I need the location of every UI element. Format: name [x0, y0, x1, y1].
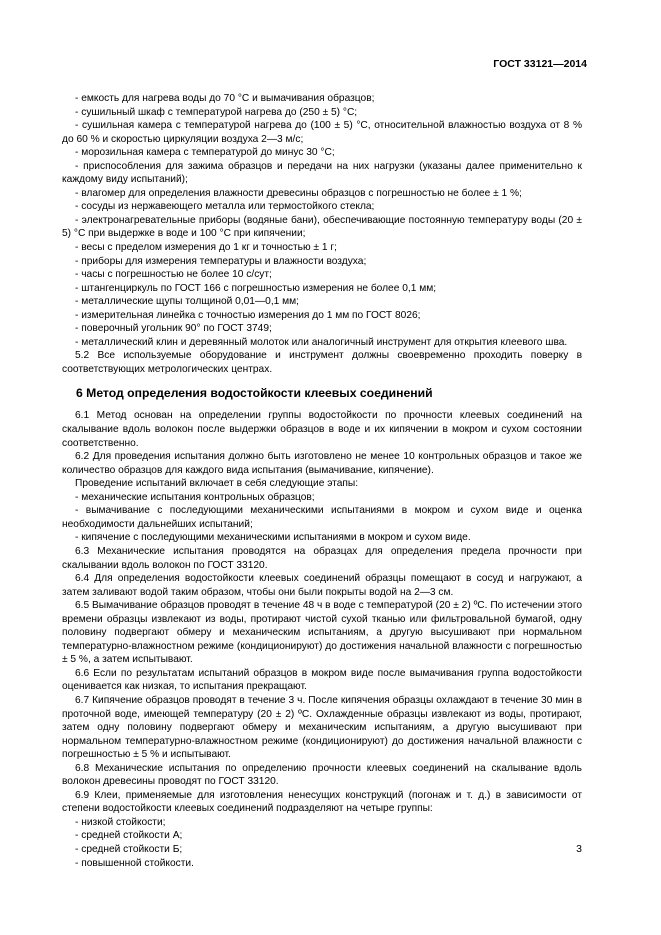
list-item: - механические испытания контрольных образцов;: [75, 491, 315, 503]
paragraph-6-8: 6.8 Механические испытания по определению прочности клеевых соединений на скалывание вдоль волокон древесины проводят по ГОСТ 33120.: [62, 762, 582, 788]
paragraph-5-2: 5.2 Все используемые оборудование и инструмент должны своевременно проходить поверку в соответствующих метрологических центрах.: [62, 350, 582, 375]
list-item: - влагомер для определения влажности древесины образцов с погрешностью не более ± 1 %;: [75, 187, 522, 199]
list-item: - часы с погрешностью не более 10 с/сут;: [75, 269, 272, 281]
list-item: - повышенной стойкости.: [75, 857, 194, 869]
paragraph-6-3: 6.3 Механические испытания проводятся на образцах для определения предела прочности при скалывании вдоль волокон по ГОСТ 33120.: [62, 545, 582, 571]
document-code-header: ГОСТ 33121—2014: [493, 58, 587, 70]
paragraph-6-2: 6.2 Для проведения испытания должно быть изготовлено не менее 10 контрольных образцов и такое же количество образцов для каждого вида испытания (вымачивание, кипячение).: [62, 451, 582, 476]
paragraph-6-9: 6.9 Клеи, применяемые для изготовления ненесущих конструкций (погонаж и т. д.) в зависимости от степени водостойкости клеевых соединений подразделяют на четыре группы:: [62, 789, 582, 815]
list-item: - емкость для нагрева воды до 70 °С и вымачивания образцов;: [75, 93, 375, 104]
paragraph-6-1: 6.1 Метод основан на определении группы водостойкости по прочности клеевых соединений на скалывание вдоль волокон после выдержки образцов в воде и их кипячении в мокром и сухом состоянии соответственно.: [62, 410, 582, 449]
page-number: 3: [576, 843, 582, 855]
list-item: - вымачивание с последующими механическими испытаниями в мокром и сухом виде и оценка необходимости дальнейших испытаний;: [62, 505, 582, 530]
list-item: - низкой стойкости;: [75, 816, 166, 828]
paragraph-6-6: 6.6 Если по результатам испытаний образцов в мокром виде после вымачивания группа водостойкости оценивается как низкая, то испытания прекращают.: [62, 667, 582, 693]
list-item: - кипячение с последующими механическими испытаниями в мокром и сухом виде.: [75, 532, 471, 544]
section-6-heading: 6 Метод определения водостойкости клеевых соединений: [76, 386, 433, 401]
list-item: - приспособления для зажима образцов и передачи на них нагрузки (указаны далее применительно к каждому виду испытаний);: [62, 160, 582, 186]
list-item: - металлические щупы толщиной 0,01—0,1 мм;: [75, 296, 299, 308]
list-item: - штангенциркуль по ГОСТ 166 с погрешностью измерения не более 0,1 мм;: [75, 282, 437, 294]
paragraph-stages-intro: Проведение испытаний включает в себя следующие этапы:: [75, 478, 359, 490]
list-item: - средней стойкости Б;: [75, 843, 183, 855]
document-body: [62, 92, 582, 870]
list-item: - приборы для измерения температуры и влажности воздуха;: [75, 255, 367, 267]
paragraph-6-7: 6.7 Кипячение образцов проводят в течение 3 ч. После кипячения образцы охлаждают в течение 30 мин в проточной воде, имеющей температуру (20 ± 2) ºС. Охлажденные образцы извлекают из воды, протирают, затем одну половину подвергают обмеру и механическим испытаниям, а другую высушивают при нормальном температурно-влажностном режиме (кондиционируют) до достижения начальной влажности с погрешностью ± 5 % и испытывают.: [62, 694, 582, 761]
list-item: - весы с пределом измерения до 1 кг и точностью ± 1 г;: [75, 242, 337, 254]
list-item: - электронагревательные приборы (водяные бани), обеспечивающие постоянную температуру воды (20 ± 5) °С при выдержке в воде и 100 °С при кипячении;: [62, 214, 582, 240]
list-item: - измерительная линейка с точностью измерения до 1 мм по ГОСТ 8026;: [75, 309, 421, 321]
paragraph-6-4: 6.4 Для определения водостойкости клеевых соединений образцы помещают в сосуд и нагружают, а затем заливают водой таким образом, чтобы они были покрыты водой на 2—3 см.: [62, 573, 582, 598]
list-item: - сушильная камера с температурой нагрева до (100 ± 5) °С, относительной влажностью воздуха от 8 % до 60 % и скоростью циркуляции воздуха 2—3 м/с;: [62, 120, 582, 145]
paragraph-6-5: 6.5 Вымачивание образцов проводят в течение 48 ч в воде с температурой (20 ± 2) ºС. По истечении этого времени образцы извлекают из воды, протирают чистой сухой тканью или фильтровальной бумагой, одну половину подвергают обмеру и механическим испытаниям, а другую высушивают при нормальном температурно-влажностном режиме (кондиционируют) до достижения начальной влажности с погрешностью ± 5 %, а затем испытывают.: [62, 600, 582, 666]
list-item: - сушильный шкаф с температурой нагрева до (250 ± 5) °С;: [75, 106, 358, 118]
list-item: - сосуды из нержавеющего металла или термостойкого стекла;: [75, 201, 375, 213]
list-item: - поверочный угольник 90° по ГОСТ 3749;: [75, 323, 272, 335]
list-item: - морозильная камера с температурой до минус 30 °С;: [75, 147, 335, 159]
list-item: - средней стойкости А;: [75, 830, 183, 842]
list-item: - металлический клин и деревянный молоток или аналогичный инструмент для открытия клеевого шва.: [75, 336, 568, 348]
